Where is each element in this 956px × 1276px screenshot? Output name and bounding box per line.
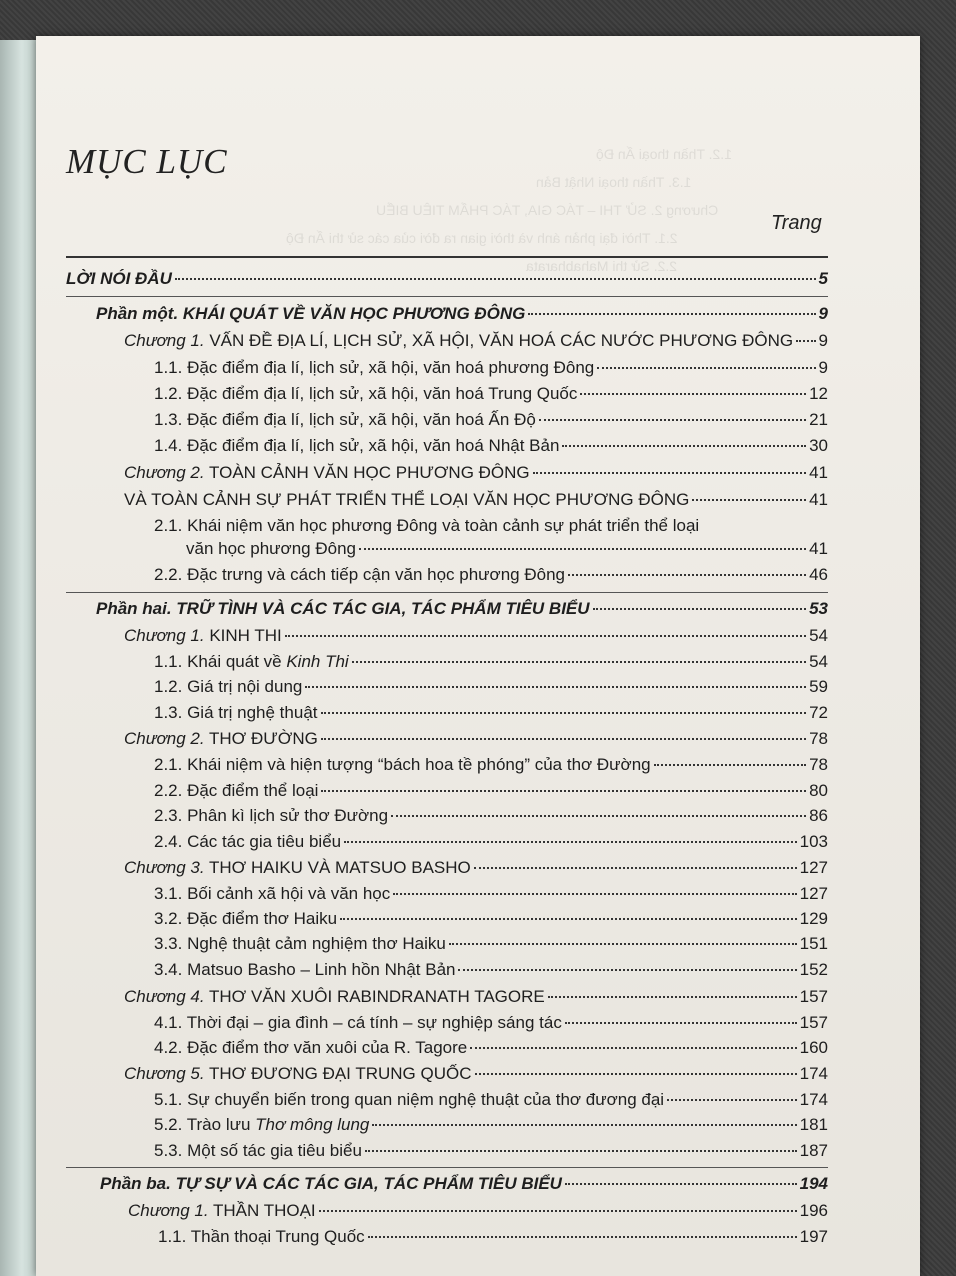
toc-chapter-continued: VÀ TOÀN CẢNH SỰ PHÁT TRIỂN THỂ LOẠI VĂN HỌC PHƯƠNG ĐÔNG 41 xyxy=(124,490,828,509)
toc-chapter: Chương 1. KINH THI 54 xyxy=(124,626,828,645)
toc-section: 2.2. Đặc điểm thể loại 80 xyxy=(154,781,828,800)
page-title: MỤC LỤC xyxy=(66,142,228,181)
toc-section: 2.4. Các tác gia tiêu biểu 103 xyxy=(154,832,828,851)
toc-part-2: Phần hai. TRỮ TÌNH VÀ CÁC TÁC GIA, TÁC PHẨM TIÊU BIỂU 53 xyxy=(96,599,828,618)
toc-section: 5.3. Một số tác gia tiêu biểu 187 xyxy=(154,1141,828,1160)
toc-section: 1.2. Giá trị nội dung 59 xyxy=(154,677,828,696)
toc-section: 1.4. Đặc điểm địa lí, lịch sử, xã hội, văn hoá Nhật Bản 30 xyxy=(154,436,828,455)
book-spine-edge xyxy=(0,40,36,1276)
toc-section: 2.3. Phân kì lịch sử thơ Đường 86 xyxy=(154,806,828,825)
toc-section: 2.1. Khái niệm văn học phương Đông và toàn cảnh sự phát triển thể loại xyxy=(154,516,700,535)
toc-section: 1.2. Đặc điểm địa lí, lịch sử, xã hội, văn hoá Trung Quốc 12 xyxy=(154,384,828,403)
toc-section-continued: văn học phương Đông 41 xyxy=(186,539,828,558)
toc-chapter: Chương 5. THƠ ĐƯƠNG ĐẠI TRUNG QUỐC 174 xyxy=(124,1064,828,1083)
bleed-through-text-2: 1.3. Thần thoại Nhật Bản xyxy=(536,174,692,190)
toc-preface: LỜI NÓI ĐẦU 5 xyxy=(66,269,828,288)
toc-section: 3.3. Nghệ thuật cảm nghiệm thơ Haiku 151 xyxy=(154,934,828,953)
toc-section: 5.2. Trào lưu Thơ mông lung 181 xyxy=(154,1115,828,1134)
toc-section: 1.3. Giá trị nghệ thuật 72 xyxy=(154,703,828,722)
toc-part-1: Phần một. KHÁI QUÁT VỀ VĂN HỌC PHƯƠNG ĐÔNG 9 xyxy=(96,304,828,323)
toc-section: 3.4. Matsuo Basho – Linh hồn Nhật Bản 152 xyxy=(154,960,828,979)
toc-section: 1.1. Thần thoại Trung Quốc 197 xyxy=(158,1227,828,1246)
bleed-through-text-3: Chương 2. SỬ THI – TÁC GIA, TÁC PHẨM TIÊU BIỂU xyxy=(376,202,719,218)
toc-chapter: Chương 3. THƠ HAIKU VÀ MATSUO BASHO 127 xyxy=(124,858,828,877)
bleed-through-text-5: 2.2. Sử thi Mahabharata xyxy=(526,258,678,274)
toc-section: 1.1. Khái quát về Kinh Thi 54 xyxy=(154,652,828,671)
toc-chapter: Chương 4. THƠ VĂN XUÔI RABINDRANATH TAGORE 157 xyxy=(124,987,828,1006)
toc-chapter: Chương 1. VẤN ĐỀ ĐỊA LÍ, LỊCH SỬ, XÃ HỘI, VĂN HOÁ CÁC NƯỚC PHƯƠNG ĐÔNG 9 xyxy=(124,331,828,350)
toc-chapter: Chương 2. TOÀN CẢNH VĂN HỌC PHƯƠNG ĐÔNG 41 xyxy=(124,463,828,482)
toc-section: 2.1. Khái niệm và hiện tượng “bách hoa tề phóng” của thơ Đường 78 xyxy=(154,755,828,774)
toc-section: 1.3. Đặc điểm địa lí, lịch sử, xã hội, văn hoá Ấn Độ 21 xyxy=(154,410,828,429)
title-divider xyxy=(66,256,828,258)
toc-chapter: Chương 1. THẦN THOẠI 196 xyxy=(128,1201,828,1220)
toc-section: 3.2. Đặc điểm thơ Haiku 129 xyxy=(154,909,828,928)
page-column-label: Trang xyxy=(771,212,822,234)
section-divider xyxy=(66,296,828,297)
bleed-through-text-1: 1.2. Thần thoại Ấn Độ xyxy=(596,146,732,162)
toc-section: 4.1. Thời đại – gia đình – cá tính – sự nghiệp sáng tác 157 xyxy=(154,1013,828,1032)
toc-part-3: Phần ba. TỰ SỰ VÀ CÁC TÁC GIA, TÁC PHẨM TIÊU BIỂU 194 xyxy=(100,1174,828,1193)
section-divider xyxy=(66,1167,828,1168)
section-divider xyxy=(66,592,828,593)
toc-chapter: Chương 2. THƠ ĐƯỜNG 78 xyxy=(124,729,828,748)
bleed-through-text-4: 2.1. Thời đại phản ánh và thời gian ra đời của các sử thi Ấn Độ xyxy=(286,230,678,246)
toc-section: 1.1. Đặc điểm địa lí, lịch sử, xã hội, văn hoá phương Đông 9 xyxy=(154,358,828,377)
toc-section: 4.2. Đặc điểm thơ văn xuôi của R. Tagore 160 xyxy=(154,1038,828,1057)
toc-section: 3.1. Bối cảnh xã hội và văn học 127 xyxy=(154,884,828,903)
toc-section: 5.1. Sự chuyển biến trong quan niệm nghệ thuật của thơ đương đại 174 xyxy=(154,1090,828,1109)
toc-section: 2.2. Đặc trưng và cách tiếp cận văn học phương Đông 46 xyxy=(154,565,828,584)
